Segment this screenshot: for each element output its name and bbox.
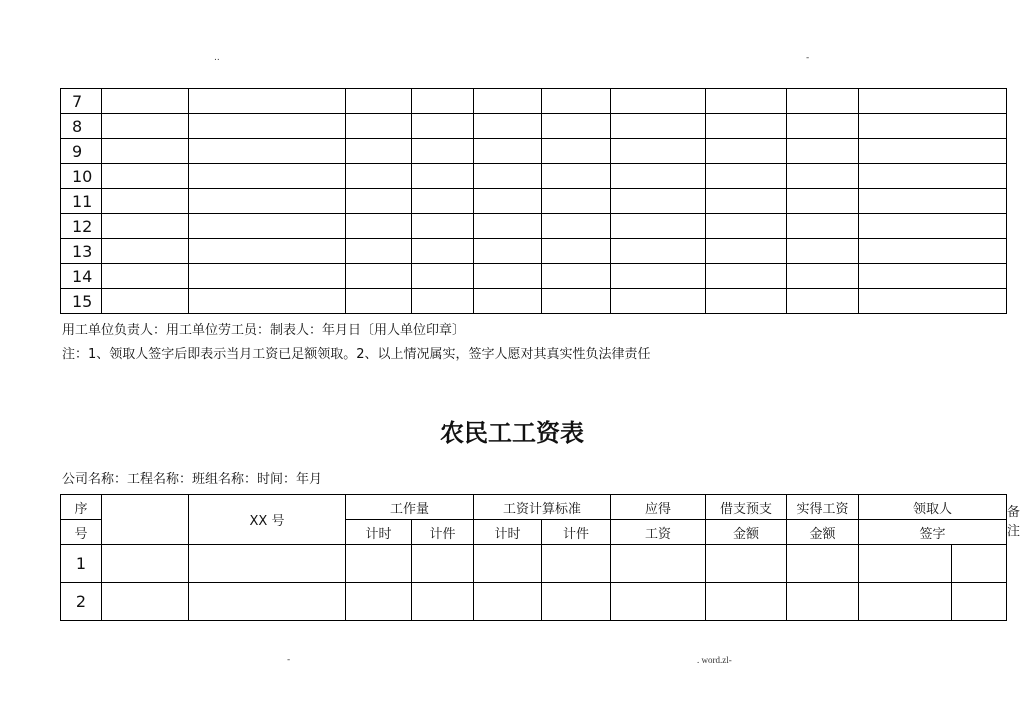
- table-cell: [189, 164, 346, 189]
- table-cell: [611, 239, 706, 264]
- table-cell: [787, 264, 859, 289]
- table-cell: [611, 114, 706, 139]
- table-cell: [706, 164, 787, 189]
- header-piece-workload: 计件: [412, 520, 474, 545]
- wage-table: 序 XX 号 工作量 工资计算标准 应得 借支预支 实得工资 领取人 备注 号 计时 计件 计时 计件 工资 金额 金额 签字 1 2: [60, 494, 1007, 621]
- table-cell: [189, 114, 346, 139]
- table-cell: [706, 214, 787, 239]
- table-cell: [859, 114, 1007, 139]
- footer-mark-right: . word.zl-: [697, 655, 732, 665]
- table-cell: [102, 583, 189, 621]
- header-time-standard: 计时: [474, 520, 542, 545]
- table-cell: [474, 89, 542, 114]
- table-cell: [346, 289, 412, 314]
- table-cell: [474, 545, 542, 583]
- table-cell: [542, 189, 611, 214]
- table-row: [61, 583, 1007, 621]
- table-cell: [474, 214, 542, 239]
- table-cell: [474, 164, 542, 189]
- table-cell: [102, 545, 189, 583]
- table-cell: [474, 239, 542, 264]
- table-cell: [706, 139, 787, 164]
- table-cell: [611, 214, 706, 239]
- table-cell: [706, 89, 787, 114]
- table-cell: [859, 545, 952, 583]
- row-number: 14: [61, 264, 102, 289]
- table-cell: [787, 289, 859, 314]
- table-cell: [611, 289, 706, 314]
- table-cell: [346, 583, 412, 621]
- row-number: 7: [61, 89, 102, 114]
- header-xx-number: XX 号: [189, 495, 346, 545]
- table-cell: [611, 189, 706, 214]
- table-cell: [859, 583, 952, 621]
- table-cell: [859, 289, 1007, 314]
- table-row: [61, 114, 1007, 139]
- table-cell: [706, 189, 787, 214]
- table-cell: [787, 114, 859, 139]
- table-cell: [611, 583, 706, 621]
- table-cell: [346, 264, 412, 289]
- table-cell: [787, 583, 859, 621]
- table-cell: [189, 214, 346, 239]
- table-cell: [859, 89, 1007, 114]
- table-row: [61, 139, 1007, 164]
- table-cell: [474, 189, 542, 214]
- table-cell: [611, 264, 706, 289]
- header-workload: 工作量: [346, 495, 474, 520]
- table-cell: [787, 545, 859, 583]
- table-cell: [787, 214, 859, 239]
- header-recipient-top: 领取人: [859, 495, 1007, 520]
- row-number: 8: [61, 114, 102, 139]
- table-cell: [611, 164, 706, 189]
- table-cell: [189, 239, 346, 264]
- table-cell: [474, 264, 542, 289]
- table-cell: [346, 239, 412, 264]
- table-cell: [189, 289, 346, 314]
- table-cell: [706, 583, 787, 621]
- table-cell: [346, 89, 412, 114]
- table-cell: [189, 89, 346, 114]
- row-number: 12: [61, 214, 102, 239]
- header-advance-bottom: 金额: [706, 520, 787, 545]
- table-cell: [542, 139, 611, 164]
- header-seq-bottom: 号: [61, 520, 102, 545]
- table-cell: [787, 189, 859, 214]
- table-cell: [542, 214, 611, 239]
- table-cell: [102, 164, 189, 189]
- table-cell: [412, 583, 474, 621]
- table-cell: [787, 139, 859, 164]
- table-cell: [346, 214, 412, 239]
- row-number: 2: [61, 583, 102, 621]
- table-cell: [952, 583, 1007, 621]
- table-cell: [706, 114, 787, 139]
- header-actual-bottom: 金额: [787, 520, 859, 545]
- table-row: [61, 189, 1007, 214]
- table-cell: [542, 583, 611, 621]
- table-cell: [412, 545, 474, 583]
- note-line: 注：1、领取人签字后即表示当月工资已足额领取。2、以上情况属实，签字人愿对其真实性负法律责任: [62, 347, 651, 362]
- table-cell: [787, 164, 859, 189]
- table-row: [61, 214, 1007, 239]
- row-number: 13: [61, 239, 102, 264]
- table-cell: [952, 545, 1007, 583]
- table-cell: [706, 289, 787, 314]
- table-cell: [412, 139, 474, 164]
- header-due-bottom: 工资: [611, 520, 706, 545]
- table-cell: [346, 189, 412, 214]
- table-cell: [542, 264, 611, 289]
- table-cell: [189, 264, 346, 289]
- table-cell: [787, 89, 859, 114]
- table-cell: [542, 164, 611, 189]
- header-due-top: 应得: [611, 495, 706, 520]
- table-cell: [412, 189, 474, 214]
- table-cell: [102, 114, 189, 139]
- table-cell: [102, 89, 189, 114]
- table-cell: [706, 545, 787, 583]
- table-cell: [611, 89, 706, 114]
- table-cell: [859, 214, 1007, 239]
- signature-line: 用工单位负责人：用工单位劳工员：制表人：年月日〔用人单位印章〕: [62, 323, 466, 338]
- table-cell: [611, 139, 706, 164]
- table-cell: [474, 289, 542, 314]
- header-wage-standard: 工资计算标准: [474, 495, 611, 520]
- header-advance-top: 借支预支: [706, 495, 787, 520]
- table-cell: [542, 239, 611, 264]
- table-cell: [787, 239, 859, 264]
- header-piece-standard: 计件: [542, 520, 611, 545]
- table-cell: [346, 545, 412, 583]
- table-cell: [859, 189, 1007, 214]
- table-row: [61, 239, 1007, 264]
- table-row: [61, 89, 1007, 114]
- table-cell: [706, 239, 787, 264]
- table-cell: [542, 89, 611, 114]
- table-cell: [412, 114, 474, 139]
- table-cell: [189, 583, 346, 621]
- header-seq-top: 序: [61, 495, 102, 520]
- header-recipient-bottom: 签字: [859, 520, 1007, 545]
- row-number: 1: [61, 545, 102, 583]
- header-mark-right: -: [806, 53, 810, 63]
- table-row: [61, 545, 1007, 583]
- table-cell: [859, 239, 1007, 264]
- table-cell: [412, 164, 474, 189]
- table-cell: [706, 264, 787, 289]
- table-cell: [346, 139, 412, 164]
- top-wage-table: [60, 88, 1007, 314]
- table-cell: [346, 114, 412, 139]
- table-cell: [542, 289, 611, 314]
- table-cell: [542, 114, 611, 139]
- row-number: 11: [61, 189, 102, 214]
- row-number: 15: [61, 289, 102, 314]
- table-cell: [102, 139, 189, 164]
- page-title: 农民工工资表: [440, 419, 584, 447]
- table-cell: [611, 545, 706, 583]
- table-cell: [859, 164, 1007, 189]
- table-row: [61, 164, 1007, 189]
- table-cell: [189, 139, 346, 164]
- table-cell: [412, 214, 474, 239]
- table-cell: [102, 289, 189, 314]
- table-cell: [859, 139, 1007, 164]
- table-cell: [189, 189, 346, 214]
- header-time-workload: 计时: [346, 520, 412, 545]
- table-cell: [346, 164, 412, 189]
- table-cell: [474, 583, 542, 621]
- table-cell: [412, 89, 474, 114]
- header-blank: [102, 495, 189, 545]
- table-cell: [102, 239, 189, 264]
- table-cell: [412, 239, 474, 264]
- header-mark-left: ..: [214, 53, 220, 63]
- table-cell: [412, 289, 474, 314]
- table-cell: [474, 114, 542, 139]
- table-row: [61, 264, 1007, 289]
- row-number: 9: [61, 139, 102, 164]
- footer-mark-left: -: [287, 655, 291, 665]
- table-cell: [542, 545, 611, 583]
- table-cell: [102, 264, 189, 289]
- table-cell: [474, 139, 542, 164]
- info-line: 公司名称：工程名称：班组名称：时间：年月: [62, 472, 323, 487]
- table-row: [61, 289, 1007, 314]
- table-cell: [859, 264, 1007, 289]
- row-number: 10: [61, 164, 102, 189]
- table-cell: [102, 189, 189, 214]
- header-actual-top: 实得工资: [787, 495, 859, 520]
- table-cell: [412, 264, 474, 289]
- table-cell: [102, 214, 189, 239]
- table-cell: [189, 545, 346, 583]
